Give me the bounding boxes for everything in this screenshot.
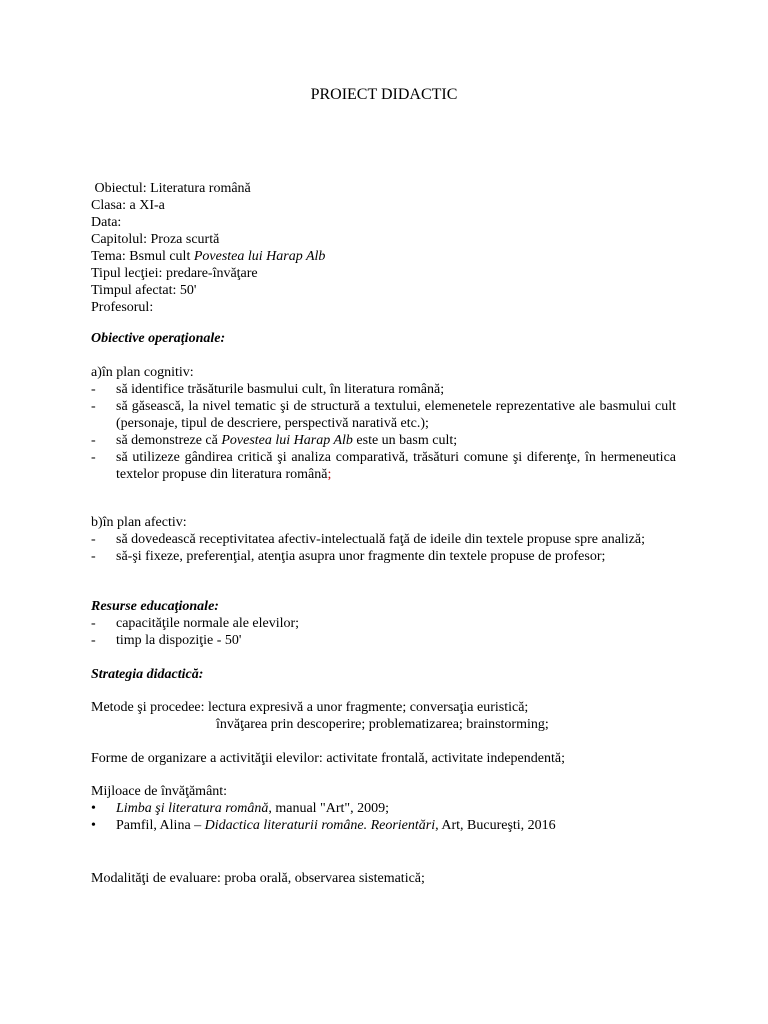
list-item: - să demonstreze că Povestea lui Harap Alb este un basm cult; — [91, 433, 458, 448]
organization-forms: Forme de organizare a activităţii elevilor: activitate frontală, activitate independentă; — [91, 751, 565, 766]
list-item: - capacităţile normale ale elevilor; — [91, 616, 300, 631]
dash-icon: - — [91, 616, 96, 631]
resources-section — [91, 598, 676, 649]
methods-section — [91, 699, 676, 733]
bullet-icon: • — [91, 801, 96, 816]
dash-icon: - — [91, 532, 96, 547]
affective-section — [91, 514, 676, 565]
timpul-line: Timpul afectat: 50' — [91, 283, 197, 298]
objectives-heading: Obiective operaţionale: — [91, 331, 226, 346]
dash-icon: - — [91, 450, 96, 465]
lesson-info — [91, 180, 676, 316]
tema-line: Tema: Bsmul cult Povestea lui Harap Alb — [91, 249, 326, 264]
profesorul-line: Profesorul: — [91, 300, 154, 315]
list-item: - să găsească, la nivel tematic şi de structură a textului, elemenetele reprezentative ale basmului cult (personaje, tipul de descriere, perspectivă narativă etc.); — [91, 399, 676, 431]
methods-line: Metode şi procedee: lectura expresivă a unor fragmente; conversaţia euristică; — [91, 700, 529, 715]
list-item: - timp la dispoziţie - 50' — [91, 633, 242, 648]
obiectul-line: Obiectul: Literatura română — [94, 181, 251, 196]
teaching-means-label: Mijloace de învăţământ: — [91, 784, 228, 799]
dash-icon: - — [91, 399, 96, 414]
capitolul-line: Capitolul: Proza scurtă — [91, 232, 220, 247]
dash-icon: - — [91, 549, 96, 564]
clasa-line: Clasa: a XI-a — [91, 198, 165, 213]
list-item: - să-şi fixeze, preferenţial, atenţia asupra unor fragmente din textele propuse de profesor; — [91, 549, 606, 564]
cognitive-section — [91, 364, 676, 483]
dash-icon: - — [91, 633, 96, 648]
tipul-lectiei-line: Tipul lecţiei: predare-învăţare — [91, 266, 258, 281]
strategy-heading: Strategia didactică: — [91, 667, 204, 682]
document-title: PROIECT DIDACTIC — [310, 86, 458, 103]
data-line: Data: — [91, 215, 122, 230]
bullet-icon: • — [91, 818, 96, 833]
list-item: - să dovedească receptivitatea afectiv-intelectuală faţă de ideile din textele propuse spre analiză; — [91, 532, 645, 547]
list-item: - să utilizeze gândirea critică şi analiza comparativă, trăsături comune şi diferenţe, în hermeneutica textelor propuse din literatura română; — [91, 450, 676, 482]
methods-line-continued: învăţarea prin descoperire; problematizarea; brainstorming; — [216, 717, 549, 732]
list-item: • Limba şi literatura română, manual "Art", 2009; — [91, 801, 390, 816]
resources-heading: Resurse educaţionale: — [91, 599, 219, 614]
list-item: - să identifice trăsăturile basmului cult, în literatura română; — [91, 382, 445, 397]
dash-icon: - — [91, 433, 96, 448]
list-item: • Pamfil, Alina – Didactica literaturii române. Reorientări, Art, Bucureşti, 2016 — [91, 818, 556, 833]
affective-label: b)în plan afectiv: — [91, 515, 187, 530]
dash-icon: - — [91, 382, 96, 397]
evaluation-methods: Modalităţi de evaluare: proba orală, observarea sistematică; — [91, 871, 425, 886]
teaching-means-section — [91, 783, 676, 834]
cognitive-label: a)în plan cognitiv: — [91, 365, 194, 380]
